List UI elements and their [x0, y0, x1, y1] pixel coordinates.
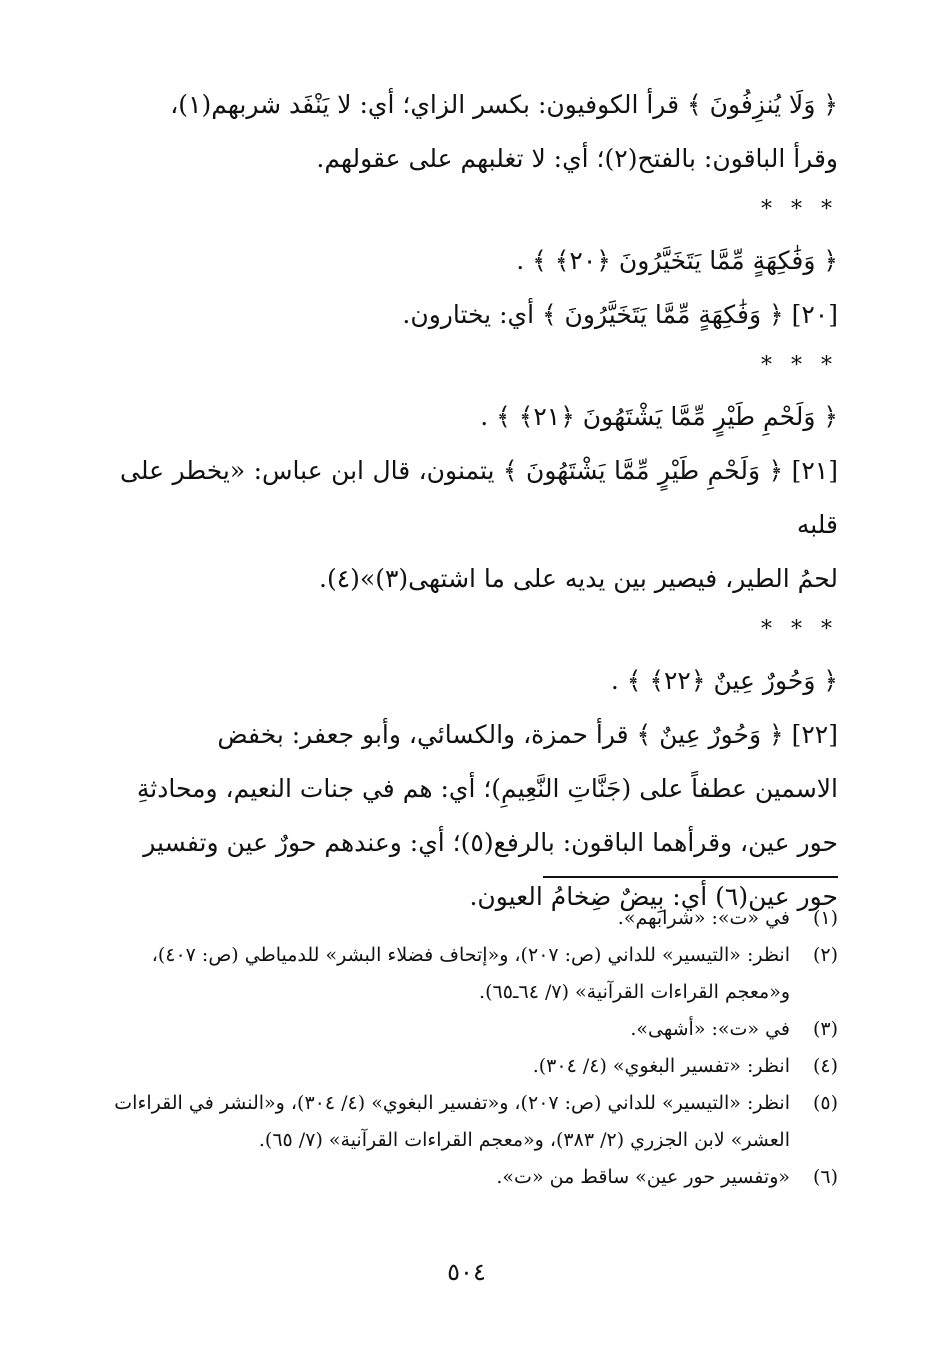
- commentary-21: لحمُ الطير، فيصير بين يديه على ما اشتهى(٣)»(٤).: [319, 564, 838, 593]
- footnote-number: (٤): [812, 1055, 838, 1077]
- footnote-number: (١): [812, 907, 838, 929]
- commentary-22: [٢٢] ﴿ وَحُورٌ عِينٌ ﴾ قرأ حمزة، والكسائي، وأبو جعفر: بخفض: [217, 720, 838, 749]
- footnote-text: في «ت»: «شرابهم».: [617, 907, 790, 929]
- footnotes: [95, 900, 838, 1196]
- footnote: [95, 937, 838, 1011]
- separator-stars: * * *: [761, 197, 838, 222]
- footnote-number: (٢): [812, 944, 838, 966]
- footnote-separator: [543, 876, 838, 878]
- separator-stars: * * *: [761, 353, 838, 378]
- footnote-number: (٣): [812, 1018, 838, 1040]
- footnote-text: «وتفسير حور عين» ساقط من «ت».: [496, 1166, 790, 1188]
- verse-21: ﴿ وَلَحْمِ طَيْرٍ مِّمَّا يَشْتَهُونَ ﴿٢١﴾ ﴾ .: [480, 402, 838, 431]
- commentary-22: الاسمين عطفاً على (جَنَّاتِ النَّعِيمِ)؛ أي: هم في جنات النعيم، ومحادثةِ: [136, 774, 838, 803]
- commentary-20: [٢٠] ﴿ وَفَٰكِهَةٍ مِّمَّا يَتَخَيَّرُونَ ﴾ أي: يختارون.: [402, 300, 838, 329]
- commentary-21: [٢١] ﴿ وَلَحْمِ طَيْرٍ مِّمَّا يَشْتَهُونَ ﴾ يتمنون، قال ابن عباس: «يخطر على قلبه: [120, 456, 838, 539]
- main-text: [120, 78, 838, 924]
- verse-20: ﴿ وَفَٰكِهَةٍ مِّمَّا يَتَخَيَّرُونَ ﴿٢٠﴾ ﴾ .: [516, 246, 838, 275]
- footnote-text: انظر: «التيسير» للداني (ص: ٢٠٧)، و«تفسير البغوي» (٤/ ٣٠٤)، و«النشر في القراءات العشر» لابن الجزري (٢/ ٣٨٣)، و«معجم القراءات القرآنية» (٧/ ٦٥).: [114, 1092, 790, 1151]
- commentary-22: حور عين، وقرأهما الباقون: بالرفع(٥)؛ أي: وعندهم حورٌ عين وتفسير: [143, 828, 838, 857]
- page-number: ٥٠٤: [447, 1258, 486, 1286]
- separator-stars: * * *: [761, 617, 838, 642]
- footnote-number: (٥): [812, 1092, 838, 1114]
- footnote: [95, 1159, 838, 1196]
- footnote-text: في «ت»: «أشهى».: [630, 1018, 790, 1040]
- footnote: [95, 1085, 838, 1159]
- footnote-text: انظر: «تفسير البغوي» (٤/ ٣٠٤).: [532, 1055, 790, 1077]
- footnote: [95, 900, 838, 937]
- commentary-22: حور عين(٦) أي: بِيضٌ ضِخامُ العيون.: [469, 882, 838, 911]
- footnote: [95, 1048, 838, 1085]
- text-line: وقرأ الباقون: بالفتح(٢)؛ أي: لا تغلبهم على عقولهم.: [316, 144, 838, 173]
- footnote-number: (٦): [812, 1166, 838, 1188]
- verse-22: ﴿ وَحُورٌ عِينٌ ﴿٢٢﴾ ﴾ .: [610, 666, 838, 695]
- footnote: [95, 1011, 838, 1048]
- text-line: ﴿ وَلَا يُنزِفُونَ ﴾ قرأ الكوفيون: بكسر الزاي؛ أي: لا يَنْفَد شربهم(١)،: [170, 90, 838, 119]
- footnote-text: انظر: «التيسير» للداني (ص: ٢٠٧)، و«إتحاف فضلاء البشر» للدمياطي (ص: ٤٠٧)، و«معجم القراءات القرآنية» (٧/ ٦٤ـ٦٥).: [151, 944, 790, 1003]
